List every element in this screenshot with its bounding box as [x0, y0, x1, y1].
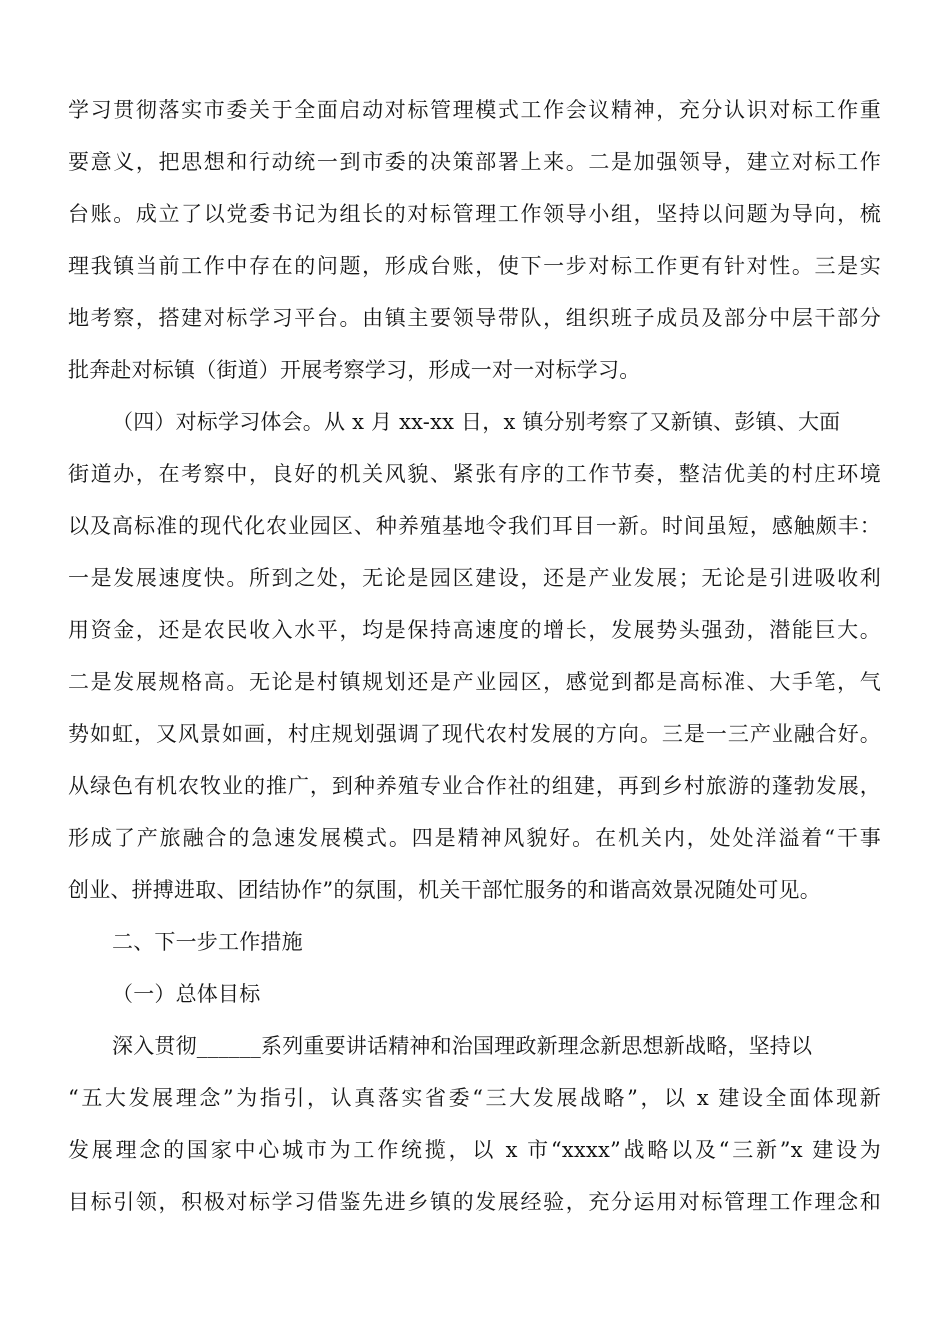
- paragraph-line: 批奔赴对标镇（街道）开展考察学习，形成一对一对标学习。: [68, 358, 641, 382]
- paragraph-line: 二是发展规格高。无论是村镇规划还是产业园区，感觉到都是高标准、大手笔，气: [68, 670, 881, 694]
- paragraph-line: 形成了产旅融合的急速发展模式。四是精神风貌好。在机关内，处处洋溢着“干事: [68, 826, 881, 850]
- paragraph-line: 深入贯彻______系列重要讲话精神和治国理政新理念新思想新战略，坚持以: [112, 1034, 813, 1058]
- paragraph-line: 要意义，把思想和行动统一到市委的决策部署上来。二是加强领导，建立对标工作: [68, 150, 881, 174]
- paragraph-line: 理我镇当前工作中存在的问题，形成台账，使下一步对标工作更有针对性。三是实: [68, 254, 881, 278]
- paragraph-line: 以及高标准的现代化农业园区、种养殖基地令我们耳目一新。时间虽短，感触颇丰：: [68, 514, 881, 538]
- paragraph-line: 势如虹，又风景如画，村庄规划强调了现代农村发展的方向。三是一三产业融合好。: [68, 722, 881, 746]
- paragraph-line: 发展理念的国家中心城市为工作统揽，以 x 市“xxxx”战略以及“三新”x 建设为: [68, 1138, 881, 1162]
- paragraph-line: （四）对标学习体会。从 x 月 xx-xx 日，x 镇分别考察了又新镇、彭镇、大面: [112, 410, 841, 434]
- paragraph-line: 街道办，在考察中，良好的机关风貌、紧张有序的工作节奏，整洁优美的村庄环境: [68, 462, 881, 486]
- paragraph-line: 从绿色有机农牧业的推广，到种养殖专业合作社的组建，再到乡村旅游的蓬勃发展，: [68, 774, 881, 798]
- paragraph-line: 台账。成立了以党委书记为组长的对标管理工作领导小组，坚持以问题为导向，梳: [68, 202, 881, 226]
- paragraph-line: 一是发展速度快。所到之处，无论是园区建设，还是产业发展；无论是引进吸收利: [68, 566, 881, 590]
- paragraph-line: 地考察，搭建对标学习平台。由镇主要领导带队，组织班子成员及部分中层干部分: [68, 306, 881, 330]
- paragraph-line: 用资金，还是农民收入水平，均是保持高速度的增长，发展势头强劲，潜能巨大。: [68, 618, 881, 642]
- subsection-heading: （一）总体目标: [112, 982, 261, 1006]
- paragraph-line: “五大发展理念”为指引，认真落实省委“三大发展战略”，以 x 建设全面体现新: [68, 1086, 881, 1110]
- paragraph-line: 创业、拼搏进取、团结协作”的氛围，机关干部忙服务的和谐高效景况随处可见。: [68, 878, 821, 902]
- section-heading: 二、下一步工作措施: [112, 930, 303, 954]
- paragraph-line: 学习贯彻落实市委关于全面启动对标管理模式工作会议精神，充分认识对标工作重: [68, 98, 881, 122]
- paragraph-line: 目标引领，积极对标学习借鉴先进乡镇的发展经验，充分运用对标管理工作理念和: [68, 1190, 881, 1214]
